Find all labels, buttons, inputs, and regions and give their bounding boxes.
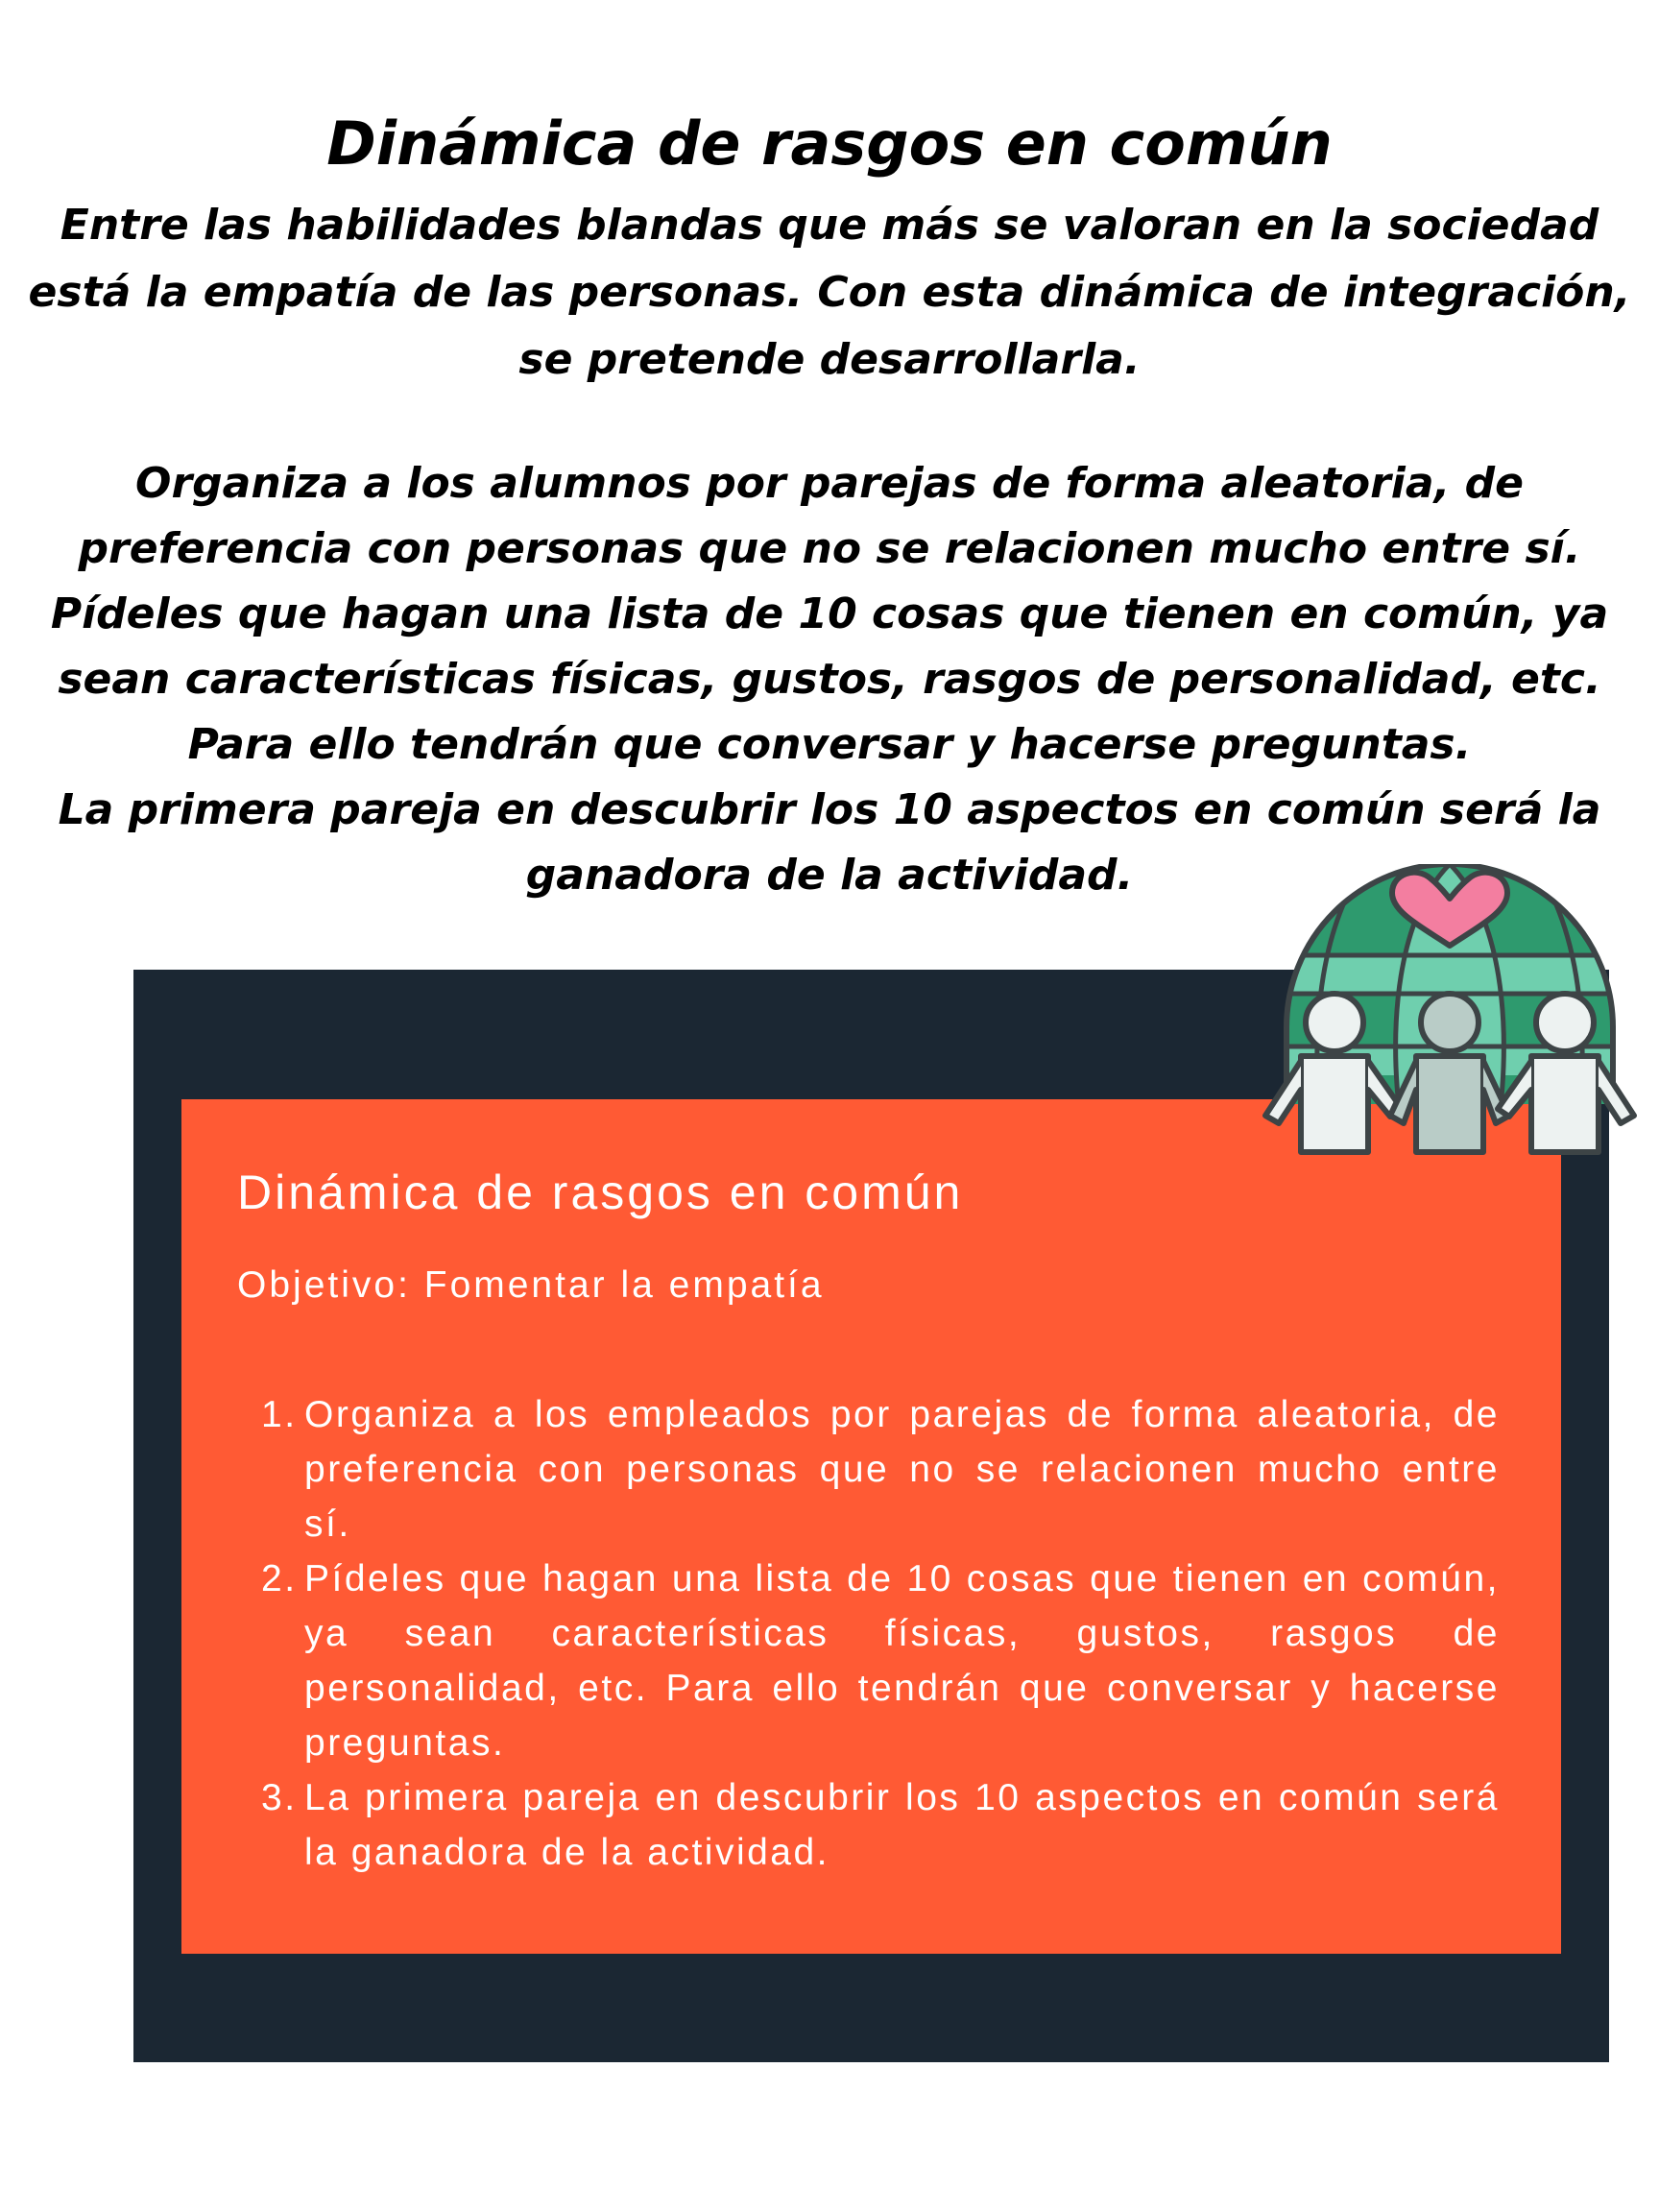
- step-number: 1.: [261, 1394, 298, 1435]
- activity-card: [181, 1099, 1561, 1954]
- step-text: La primera pareja en descubrir los 10 aspectos en común será la ganadora de la actividad.: [304, 1777, 1500, 1873]
- instruction-line: La primera pareja en descubrir los 10 aspectos en común será la ganadora de la actividad.: [58, 785, 1601, 900]
- step-text: Pídeles que hagan una lista de 10 cosas que tienen en común, ya sean características físicas, gustos, rasgos de personalidad, etc. Para ello tendrán que conversar y hacerse preguntas.: [304, 1558, 1500, 1764]
- intro-paragraph: Entre las habilidades blandas que más se valoran en la sociedad está la empatía de las personas. Con esta dinámica de integración, se pretende desarrollarla.: [28, 201, 1631, 384]
- steps-list: [261, 1387, 1500, 1880]
- instruction-line: Para ello tendrán que conversar y hacerse preguntas.: [187, 720, 1472, 769]
- instruction-line: Organiza a los alumnos por parejas de forma aleatoria, de preferencia con personas que no se relacionen mucho entre sí.: [78, 459, 1581, 573]
- list-item: [261, 1551, 1500, 1770]
- card-title: Dinámica de rasgos en común: [237, 1166, 964, 1219]
- step-number: 3.: [261, 1777, 298, 1818]
- step-text: Organiza a los empleados por parejas de forma aleatoria, de preferencia con personas que no se relacionen mucho entre sí.: [304, 1394, 1500, 1545]
- instructions-block: [38, 451, 1621, 908]
- step-number: 2.: [261, 1558, 298, 1599]
- list-item: [261, 1387, 1500, 1551]
- card-objective: Objetivo: Fomentar la empatía: [237, 1264, 825, 1306]
- globe-people-heart-icon: [1258, 864, 1642, 1181]
- page-title: Dinámica de rasgos en común: [326, 108, 1333, 179]
- instruction-line: Pídeles que hagan una lista de 10 cosas que tienen en común, ya sean características físicas, gustos, rasgos de personalidad, etc.: [50, 589, 1609, 704]
- list-item: [261, 1770, 1500, 1880]
- people-icon: [1265, 994, 1634, 1152]
